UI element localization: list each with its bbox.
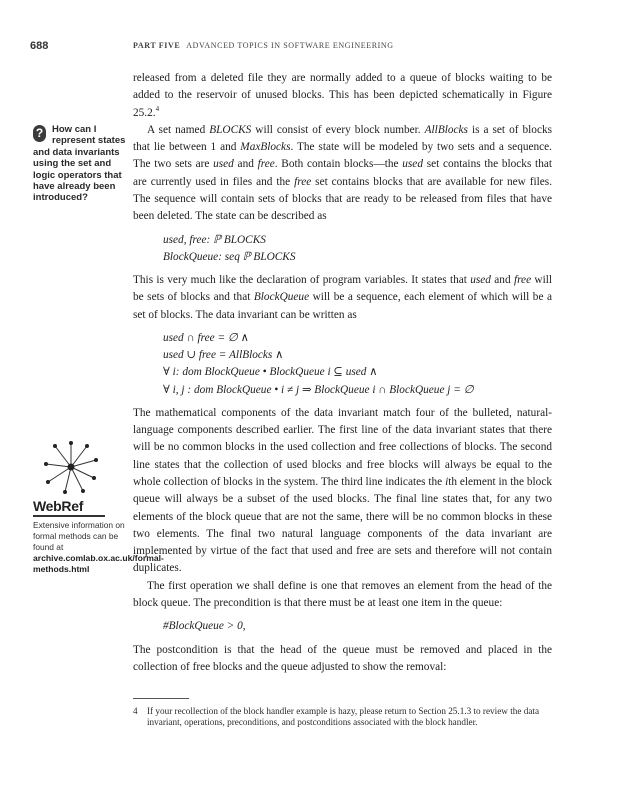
webref-title: WebRef — [33, 498, 84, 514]
running-head — [133, 41, 394, 50]
math-line: BlockQueue: seq ℙ BLOCKS — [163, 250, 296, 263]
footnote-divider — [133, 698, 189, 699]
footnote — [133, 706, 553, 728]
webref-description: Extensive information on formal methods can be found at — [33, 520, 125, 552]
math-line: #BlockQueue > 0, — [163, 620, 246, 633]
math-line: used, free: ℙ BLOCKS — [163, 233, 266, 246]
page-header — [0, 40, 637, 54]
math-block-invariant — [163, 330, 552, 399]
footnote-number: 4 — [133, 706, 138, 716]
paragraph: released from a deleted file they are normally added to a queue of blocks waiting to be added to the reservoir of unused blocks. This has been depicted schematically in Figure 25.2.$^4$ — [133, 72, 552, 119]
math-line: ∀ i, j : dom BlockQueue • i ≠ j ⇒ BlockQueue i ∩ BlockQueue j = ∅ — [163, 383, 474, 396]
webref-divider — [33, 515, 105, 517]
page-number: 688 — [30, 40, 49, 52]
part-label: PART FIVE — [133, 41, 181, 50]
web-network-icon — [43, 440, 99, 494]
webref-sidebar — [33, 440, 164, 575]
paragraph: A set named BLOCKS will consist of every block number. AllBlocks is a set of blocks that lie between 1 and MaxBlocks. The state will be modeled by two sets and a sequence. The two sets are used and free. Both contain blocks—the used set contains the blocks that are currently used in files and the free set contains blocks that are available for new files. The sequence will contain sets of blocks that are ready to be released from files that have been deleted. The state can be described as — [133, 123, 553, 223]
math-line: used ∩ free = ∅ ∧ — [163, 331, 249, 344]
question-mark-icon: ? — [33, 125, 46, 142]
webref-url[interactable]: archive.comlab.ox.ac.uk/formal-methods.html — [33, 553, 164, 574]
paragraph: The postcondition is that the head of the queue must be removed and placed in the collection of free blocks and the queue adjusted to show the removal: — [133, 643, 552, 673]
margin-question-text: How can I represent states and data invariants using the set and logic operators that have already been introduced? — [33, 124, 126, 204]
paragraph: The mathematical components of the data invariant match four of the bulleted, natural-language components described earlier. The first line of the data invariant states that there will be no common blocks in the used collection and free collections of blocks. The second line states that the collection of used blocks and free blocks will always be equal to the whole collection of blocks in the system. The third line indicates the ith element in the block queue will always be a subset of the used blocks. The final line states that, for any two elements of the block queue that are not the same, there will be no common blocks in these two elements. The final two natural language components of the data invariant are implemented by virtue of the fact that used and free are sets and therefore will not contain duplicates. — [133, 406, 552, 575]
paragraph: The first operation we shall define is one that removes an element from the head of the block queue. The precondition is that there must be at least one item in the queue: — [133, 579, 552, 610]
margin-question — [33, 124, 129, 204]
math-block-precondition — [163, 618, 552, 635]
math-block-state — [163, 232, 552, 266]
body-text — [133, 70, 552, 676]
paragraph: This is very much like the declaration of program variables. It states that used and free will be sets of blocks and that BlockQueue will be a sequence, each element of which will be a set of blocks. The data invariant can be written as — [133, 274, 552, 321]
part-title: ADVANCED TOPICS IN SOFTWARE ENGINEERING — [186, 41, 394, 50]
footnote-ref: 4 — [155, 104, 160, 113]
footnote-text: If your recollection of the block handler example is hazy, please return to Section 25.1.3 to review the data invariant, operations, preconditions, and postconditions associated with the block handler. — [147, 706, 540, 727]
math-line: used ∪ free = AllBlocks ∧ — [163, 349, 284, 362]
math-line: ∀ i: dom BlockQueue • BlockQueue i ⊆ used ∧ — [163, 366, 378, 379]
